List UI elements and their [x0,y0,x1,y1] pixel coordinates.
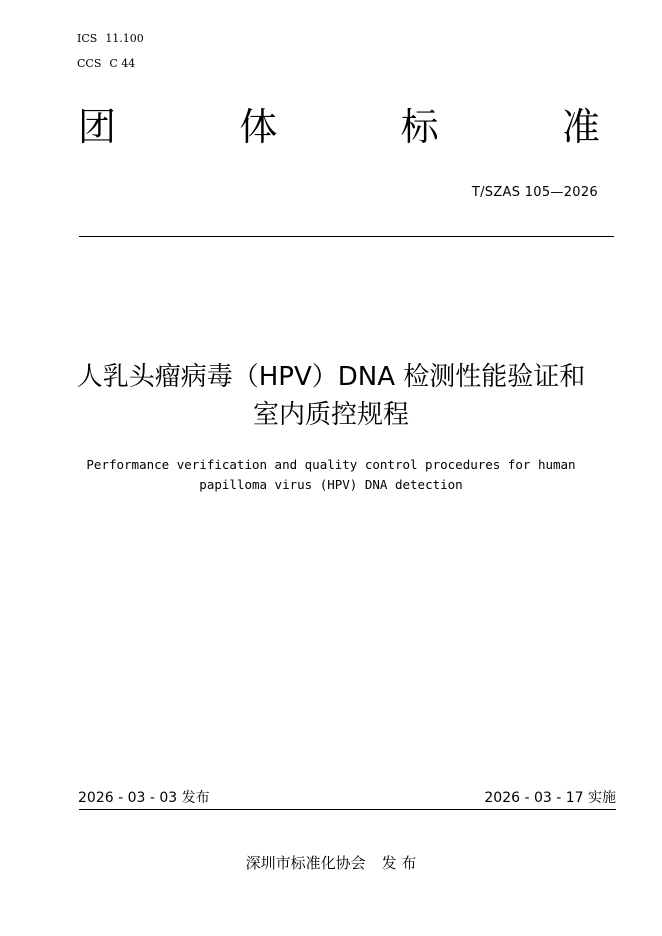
document-title-zh [40,358,622,434]
standard-type-char-1: 团 [78,105,117,149]
ics-value: 11.100 [105,32,144,45]
standard-type-char-3: 标 [400,105,439,149]
standard-type-char-4: 准 [561,105,600,149]
ccs-value: C 44 [109,57,136,70]
standard-number: T/SZAS 105—2026 [471,185,598,200]
footer-divider [79,809,616,810]
publisher [0,853,662,873]
implementation-date: 2026 - 03 - 17 实施 [484,790,616,806]
issue-date: 2026 - 03 - 03 发布 [78,790,210,806]
ccs-label: CCS [77,57,102,70]
title-zh-line-1: 人乳头瘤病毒（HPV）DNA 检测性能验证和 [76,362,586,392]
standard-type-char-2: 体 [239,105,278,149]
document-title-en [40,455,622,495]
title-en-line-1: Performance verification and quality control procedures for human [86,457,576,472]
publisher-action: 发 布 [381,854,417,872]
ccs-code [77,57,135,71]
publisher-name: 深圳市标准化协会 [245,854,366,872]
ics-code [77,32,144,46]
header-divider [79,236,614,237]
standard-type-heading [78,103,600,151]
title-zh-line-2: 室内质控规程 [252,400,409,430]
title-en-line-2: papilloma virus (HPV) DNA detection [199,477,463,492]
ics-label: ICS [77,32,98,45]
